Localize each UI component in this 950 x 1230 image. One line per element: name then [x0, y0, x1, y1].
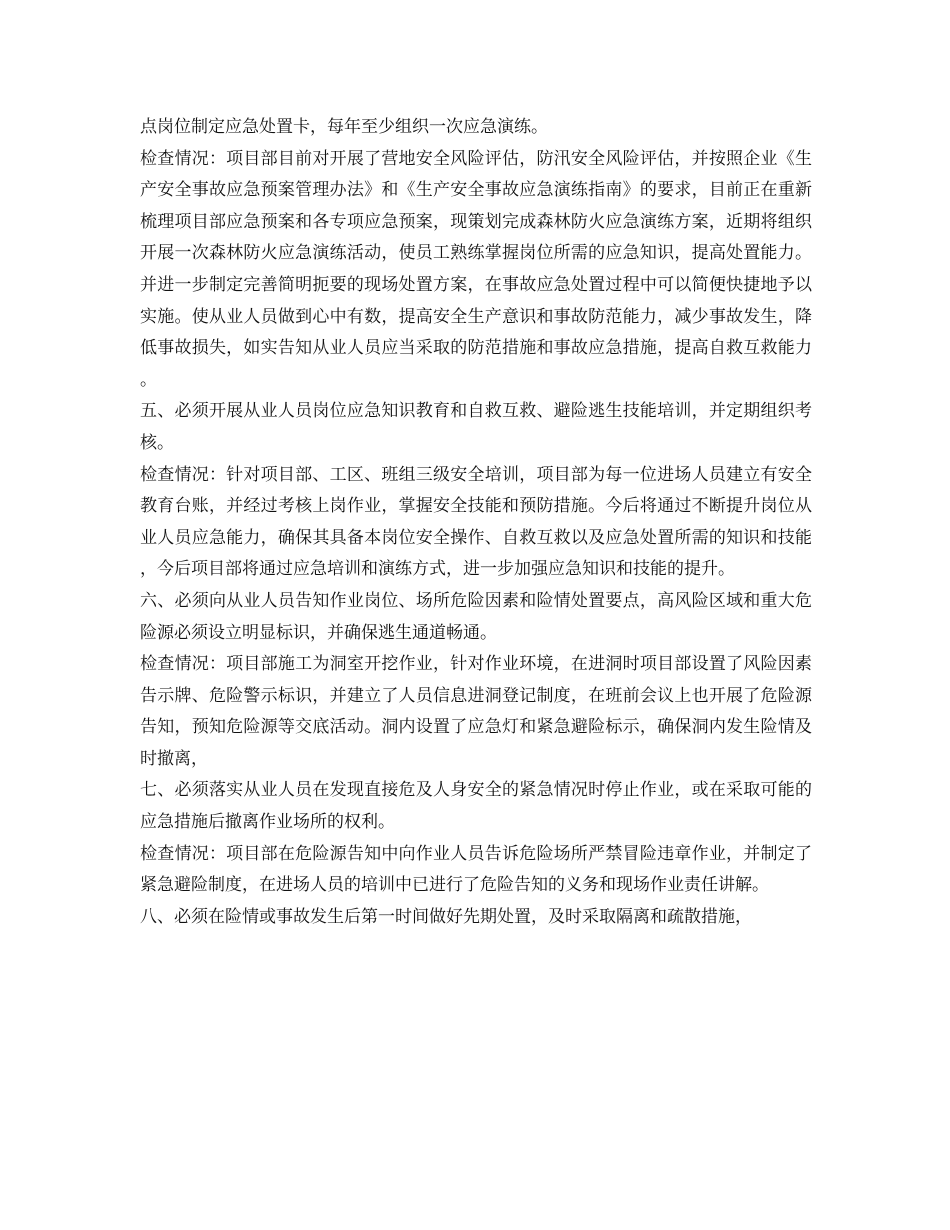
paragraph-item-eight: 八、必须在险情或事故发生后第一时间做好先期处置，及时采取隔离和疏散措施，: [140, 906, 752, 927]
paragraph-inspection-hazard-notice: 检查情况：项目部在危险源告知中向作业人员告诉危险场所严禁冒险违章作业，并制定了紧急避险制度，在进场人员的培训中已进行了危险告知的义务和现场作业责任讲解。: [140, 843, 812, 896]
paragraph-item-six: 六、必须向从业人员告知作业岗位、场所危险因素和险情处置要点，高风险区域和重大危险源必须设立明显标识，并确保逃生通道畅通。: [140, 590, 812, 643]
document-page: [140, 112, 812, 933]
paragraph-inspection-training: 检查情况：针对项目部、工区、班组三级安全培训，项目部为每一位进场人员建立有安全教育台账，并经过考核上岗作业，掌握安全技能和预防措施。今后将通过不断提升岗位从业人员应急能力，确保其具备本岗位安全操作、自救互救以及应急处置所需的知识和技能，今后项目部将通过应急培训和演练方式，进一步加强应急知识和技能的提升。: [140, 464, 812, 580]
paragraph-inspection-tunnel: 检查情况：项目部施工为洞室开挖作业，针对作业环境，在进洞时项目部设置了风险因素告示牌、危险警示标识，并建立了人员信息进洞登记制度，在班前会议上也开展了危险源告知，预知危险源等交底活动。洞内设置了应急灯和紧急避险标示，确保洞内发生险情及时撤离，: [140, 654, 812, 769]
paragraph-prior-item-ending: 点岗位制定应急处置卡，每年至少组织一次应急演练。: [140, 117, 548, 137]
paragraph-item-five: 五、必须开展从业人员岗位应急知识教育和自救互救、避险逃生技能培训，并定期组织考核。: [140, 401, 812, 453]
paragraph-item-seven: 七、必须落实从业人员在发现直接危及人身安全的紧急情况时停止作业，或在采取可能的应急措施后撤离作业场所的权利。: [140, 780, 812, 833]
paragraph-inspection-emergency-plan: 检查情况：项目部目前对开展了营地安全风险评估，防汛安全风险评估，并按照企业《生产安全事故应急预案管理办法》和《生产安全事故应急演练指南》的要求，目前正在重新梳理项目部应急预案和各专项应急预案，现策划完成森林防火应急演练方案，近期将组织开展一次森林防火应急演练活动，使员工熟练掌握岗位所需的应急知识，提高处置能力。并进一步制定完善简明扼要的现场处置方案，在事故应急处置过程中可以简便快捷地予以实施。使从业人员做到心中有数，提高安全生产意识和事故防范能力，减少事故发生，降低事故损失，如实告知从业人员应当采取的防范措施和事故应急措施，提高自救互救能力。: [140, 148, 812, 390]
